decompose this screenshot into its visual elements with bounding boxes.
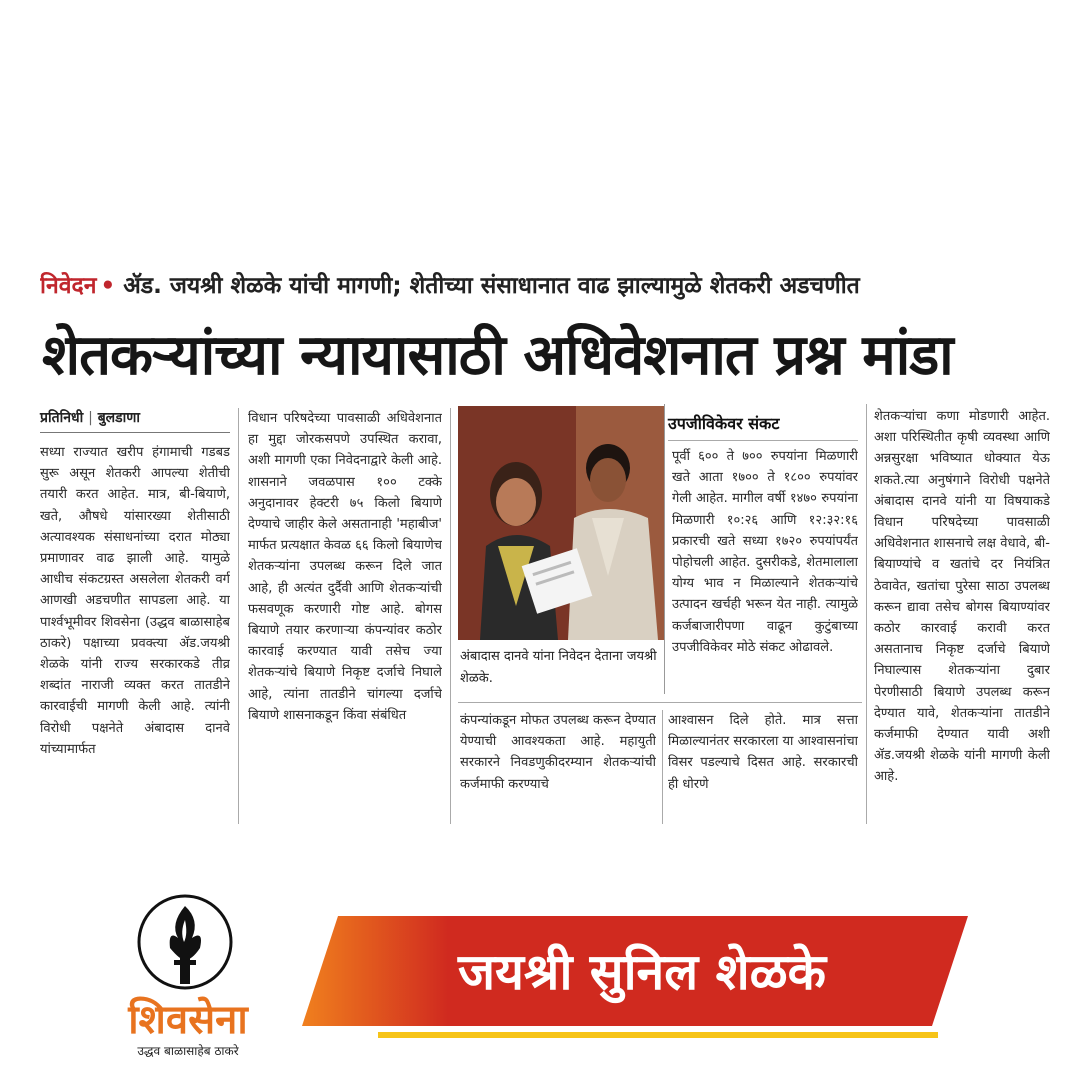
photo-illustration (458, 406, 664, 640)
article-photo (458, 406, 664, 640)
column-divider (238, 408, 239, 824)
column-divider (662, 710, 663, 824)
sidebar-box-title: उपजीविकेवर संकट (668, 414, 780, 433)
byline-place: बुलडाणा (97, 410, 141, 426)
sidebar-box-text: पूर्वी ६०० ते ७०० रुपयांना मिळणारी खते आता १७०० ते १८०० रुपयांवर गेली आहेत. मागील वर्षी १४७० रुपयांना मिळणारी १०:२६ आणि १२:३२:१६ प्रकारची खते सध्या १७२० रुपयांपर्यंत पोहोचली आहेत. दुसरीकडे, शेतमालाला योग्य भाव न मिळाल्याने शेतकऱ्यांचे उत्पादन खर्चही भरून येत नाही. त्यामुळे कर्जबाजारीपणा वाढून कुटुंबाच्या उपजीविकेवर मोठे संकट ओढावले. (672, 449, 858, 655)
newspaper-clipping (36, 262, 1054, 827)
article-column-2: विधान परिषदेच्या पावसाळी अधिवेशनात हा मुद्दा जोरकसपणे उपस्थित करावा, अशी मागणी एका निवेदनाद्वारे केली आहे. शासनाने जवळपास १०० टक्के अनुदानावर हेक्टरी ७५ किलो बियाणे देण्याचे जाहीर केले असतानाही 'महाबीज' मार्फत प्रत्यक्षात केवळ ६६ किलो बियाणेच शेतकऱ्यांना उपलब्ध करून दिले जात आहे, ही अत्यंत दुर्दैवी आणि शेतकऱ्यांची फसवणूक करणारी गोष्ट आहे. बोगस बियाणे तयार करणाऱ्या कंपन्यांवर कठोर कारवाई करण्यात यावी तसेच ज्या शेतकऱ्यांचे बियाणे निकृष्ट दर्जाचे निघाले आहे, त्यांना तातडीने चांगल्या दर्जाचे बियाणे शासनाकडून किंवा संबंधित (248, 411, 442, 723)
lower-rule (458, 702, 862, 703)
party-name: शिवसेना (128, 997, 248, 1043)
party-subtitle: उद्धव बाळासाहेब ठाकरे (137, 1044, 239, 1058)
kicker-text: ॲड. जयश्री शेळके यांची मागणी; शेतीच्या संसाधानात वाढ झाल्यामुळे शेतकरी अडचणीत (123, 273, 860, 299)
person-name: जयश्री सुनिल शेळके (457, 943, 827, 1001)
column-divider (866, 404, 867, 824)
article-kicker (40, 266, 1050, 306)
article-headline: शेतकऱ्यांच्या न्यायासाठी अधिवेशनात प्रश्न मांडा (42, 323, 953, 388)
photo-caption: अंबादास दानवे यांना निवेदन देताना जयश्री शेळके. (460, 649, 657, 686)
byline-separator: | (88, 410, 93, 426)
article-column-3: कंपन्यांकडून मोफत उपलब्ध करून देण्यात येण्याची आवश्यकता आहे. महायुती सरकारने निवडणुकीदरम्यान शेतकऱ्यांची कर्जमाफी करण्याचे (460, 713, 656, 792)
banner-underline (378, 1032, 938, 1038)
article-column-1: सध्या राज्यात खरीप हंगामाची गडबड सुरू असून शेतकरी आपल्या शेतीची तयारी करत आहेत. मात्र, बी-बियाणे, खते, औषधे यांसारख्या शेतीसाठी अत्यावश्यक संसाधनांच्या दरात मोठ्या प्रमाणावर वाढ झाली आहे. यामुळे आधीच संकटग्रस्त असलेला शेतकरी वर्ग आणखी अडचणीत सापडला आहे. या पार्श्वभूमीवर शिवसेना (उद्धव बाळासाहेब ठाकरे) पक्षाच्या प्रवक्त्या ॲड.जयश्री शेळके यांनी राज्य सरकारकडे तीव्र शब्दांत नाराजी व्यक्त करत तातडीने कारवाईची मागणी केली आहे. त्यांनी विरोधी पक्षनेते अंबादास दानवे यांच्यामार्फत (40, 445, 230, 757)
article-column-5: शेतकऱ्यांचा कणा मोडणारी आहेत. अशा परिस्थितीत कृषी व्यवस्था आणि अन्नसुरक्षा भविष्यात धोक्यात येऊ शकते.त्या अनुषंगाने विरोधी पक्षनेते अंबादास दानवे यांनी या विषयाकडे विधान परिषदेच्या पावसाळी अधिवेशनात शासनाचे लक्ष वेधावे, बी-बियाण्यांचे व खतांचे दर नियंत्रित ठेवावेत, खतांचा पुरेसा साठा उपलब्ध करून द्यावा तसेच बोगस बियाण्यांवर कठोर कारवाई करावी करत असतानाच निकृष्ट दर्जाचे बियाणे निघाल्यास शेतकऱ्यांना दुबार पेरणीसाठी बियाणे उपलब्ध करून देण्यात यावे, शेतकऱ्यांना तातडीने कर्जमाफी देण्यात यावी अशी ॲड.जयश्री शेळके यांनी मागणी केली आहे. (874, 409, 1050, 785)
article-byline (40, 408, 230, 430)
article-column-4: आश्वासन दिले होते. मात्र सत्ता मिळाल्यानंतर सरकारला या आश्वासनांचा विसर पडल्याचे दिसत आहे. सरकारची ही धोरणे (668, 713, 858, 792)
column-divider (450, 408, 451, 824)
box-title-rule (668, 440, 858, 441)
torch-icon (100, 890, 270, 1000)
kicker-bullet: • (100, 273, 116, 299)
byline-rule (40, 432, 230, 433)
kicker-tag: निवेदन (40, 273, 97, 299)
byline-reporter: प्रतिनिधी (40, 410, 84, 426)
